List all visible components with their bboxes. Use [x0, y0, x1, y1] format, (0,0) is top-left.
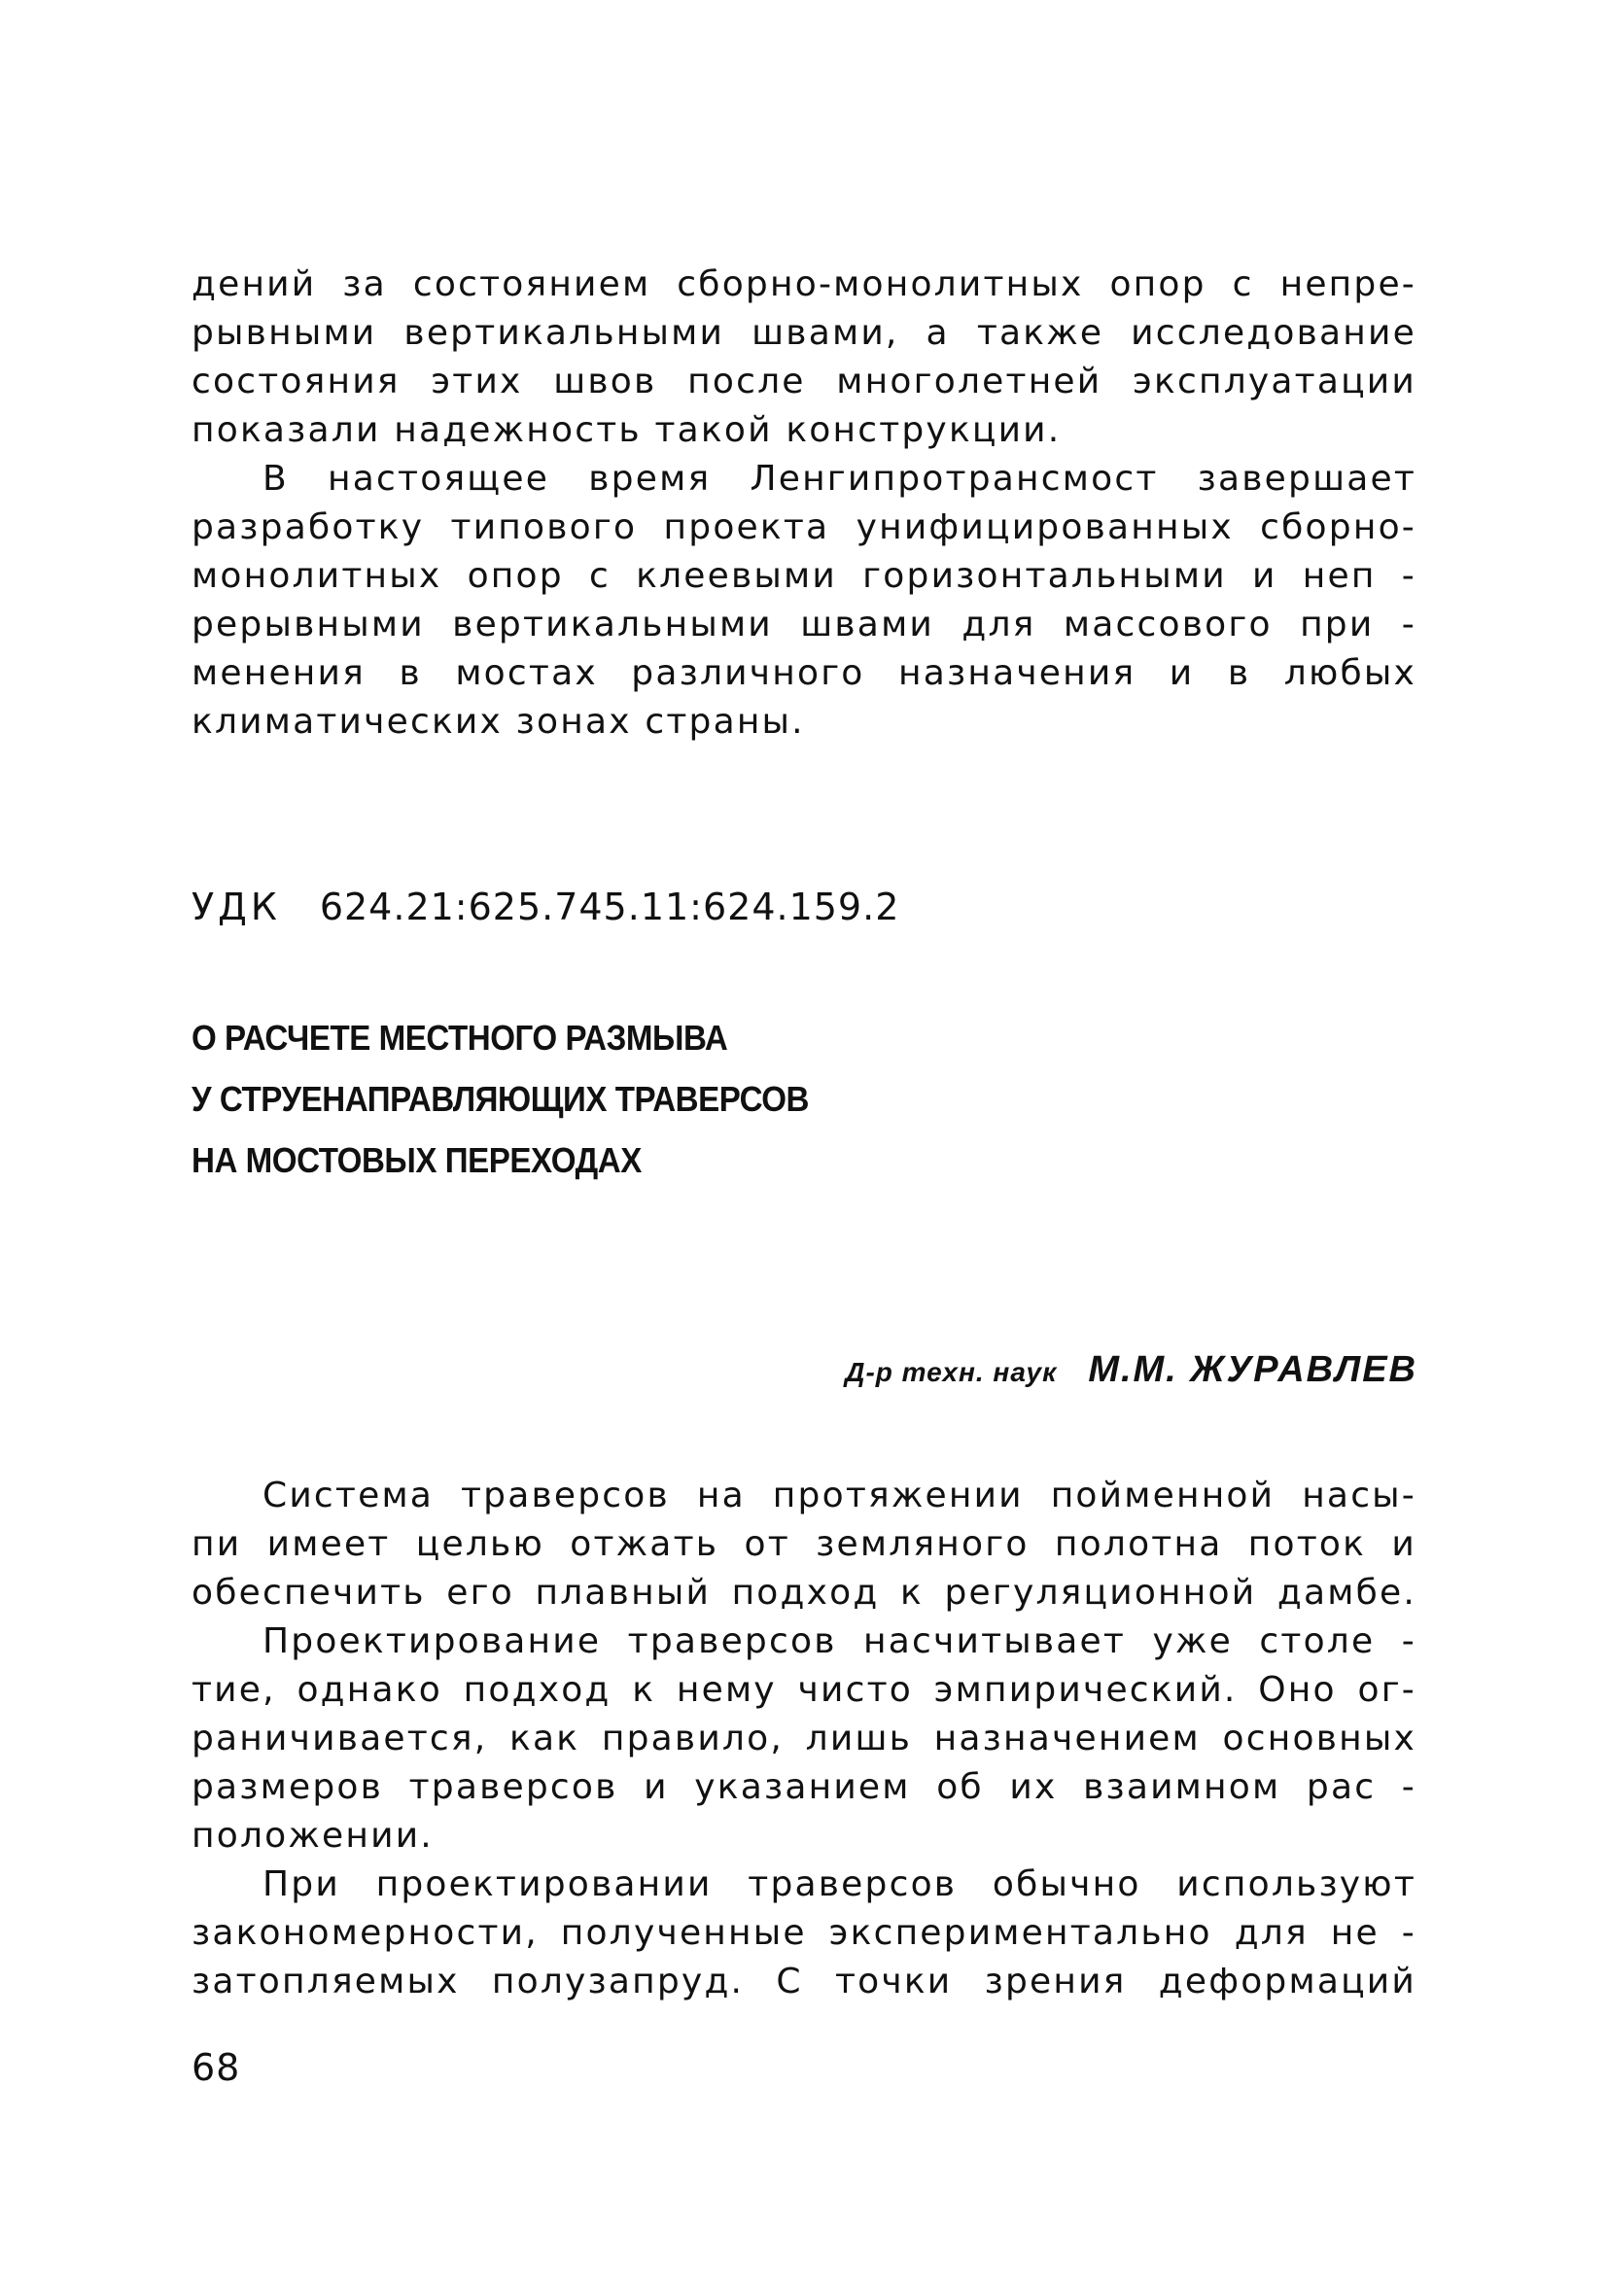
title-line: О РАСЧЕТЕ МЕСТНОГО РАЗМЫВА [192, 1018, 728, 1058]
text-line: разработку типового проекта унифицированных сборно- [192, 507, 1416, 547]
text-line: состояния этих швов после многолетней эксплуатации [192, 362, 1416, 401]
text-line: рывными вертикальными швами, а также исследование [192, 313, 1416, 353]
udc-number: 624.21:625.745.11:624.159.2 [319, 886, 900, 928]
author-byline [845, 1349, 1417, 1391]
udc-label: УДК [192, 886, 281, 928]
text-line: дений за состоянием сборно-монолитных опор с непре- [192, 264, 1416, 304]
text-line: закономерности, полученные экспериментально для не - [192, 1913, 1416, 1953]
text-line: затопляемых полузапруд. С точки зрения деформаций [192, 1962, 1416, 2001]
page-number: 68 [192, 2046, 241, 2089]
text-line: рерывными вертикальными швами для массового при - [192, 605, 1416, 644]
text-line: климатических зонах страны. [192, 702, 805, 742]
author-degree: Д-р техн. наук [845, 1357, 1058, 1387]
text-line: пи имеет целью отжать от земляного полотна поток и [192, 1524, 1416, 1564]
text-line: менения в мостах различного назначения и в любых [192, 653, 1416, 693]
title-line: У СТРУЕНАПРАВЛЯЮЩИХ ТРАВЕРСОВ [192, 1079, 809, 1119]
author-name: М.М. ЖУРАВЛЕВ [1088, 1349, 1417, 1390]
text-line: раничивается, как правило, лишь назначением основных [192, 1719, 1416, 1758]
text-line: обеспечить его плавный подход к регуляционной дамбе. [192, 1573, 1416, 1613]
text-line: показали надежность такой конструкции. [192, 410, 1062, 450]
title-line: НА МОСТОВЫХ ПЕРЕХОДАХ [192, 1140, 642, 1180]
text-line: монолитных опор с клеевыми горизонтальными и неп - [192, 556, 1416, 596]
text-line: положении. [192, 1816, 434, 1856]
text-line: При проектировании траверсов обычно используют [262, 1864, 1416, 1904]
udc-code [192, 883, 899, 931]
text-line: Проектирование траверсов насчитывает уже столе - [262, 1621, 1416, 1661]
text-line: В настоящее время Ленгипротрансмост завершает [262, 459, 1416, 499]
text-line: тие, однако подход к нему чисто эмпирический. Оно ог- [192, 1670, 1416, 1710]
text-line: Система траверсов на протяжении пойменной насы- [262, 1476, 1416, 1515]
text-line: размеров траверсов и указанием об их взаимном рас - [192, 1767, 1416, 1807]
